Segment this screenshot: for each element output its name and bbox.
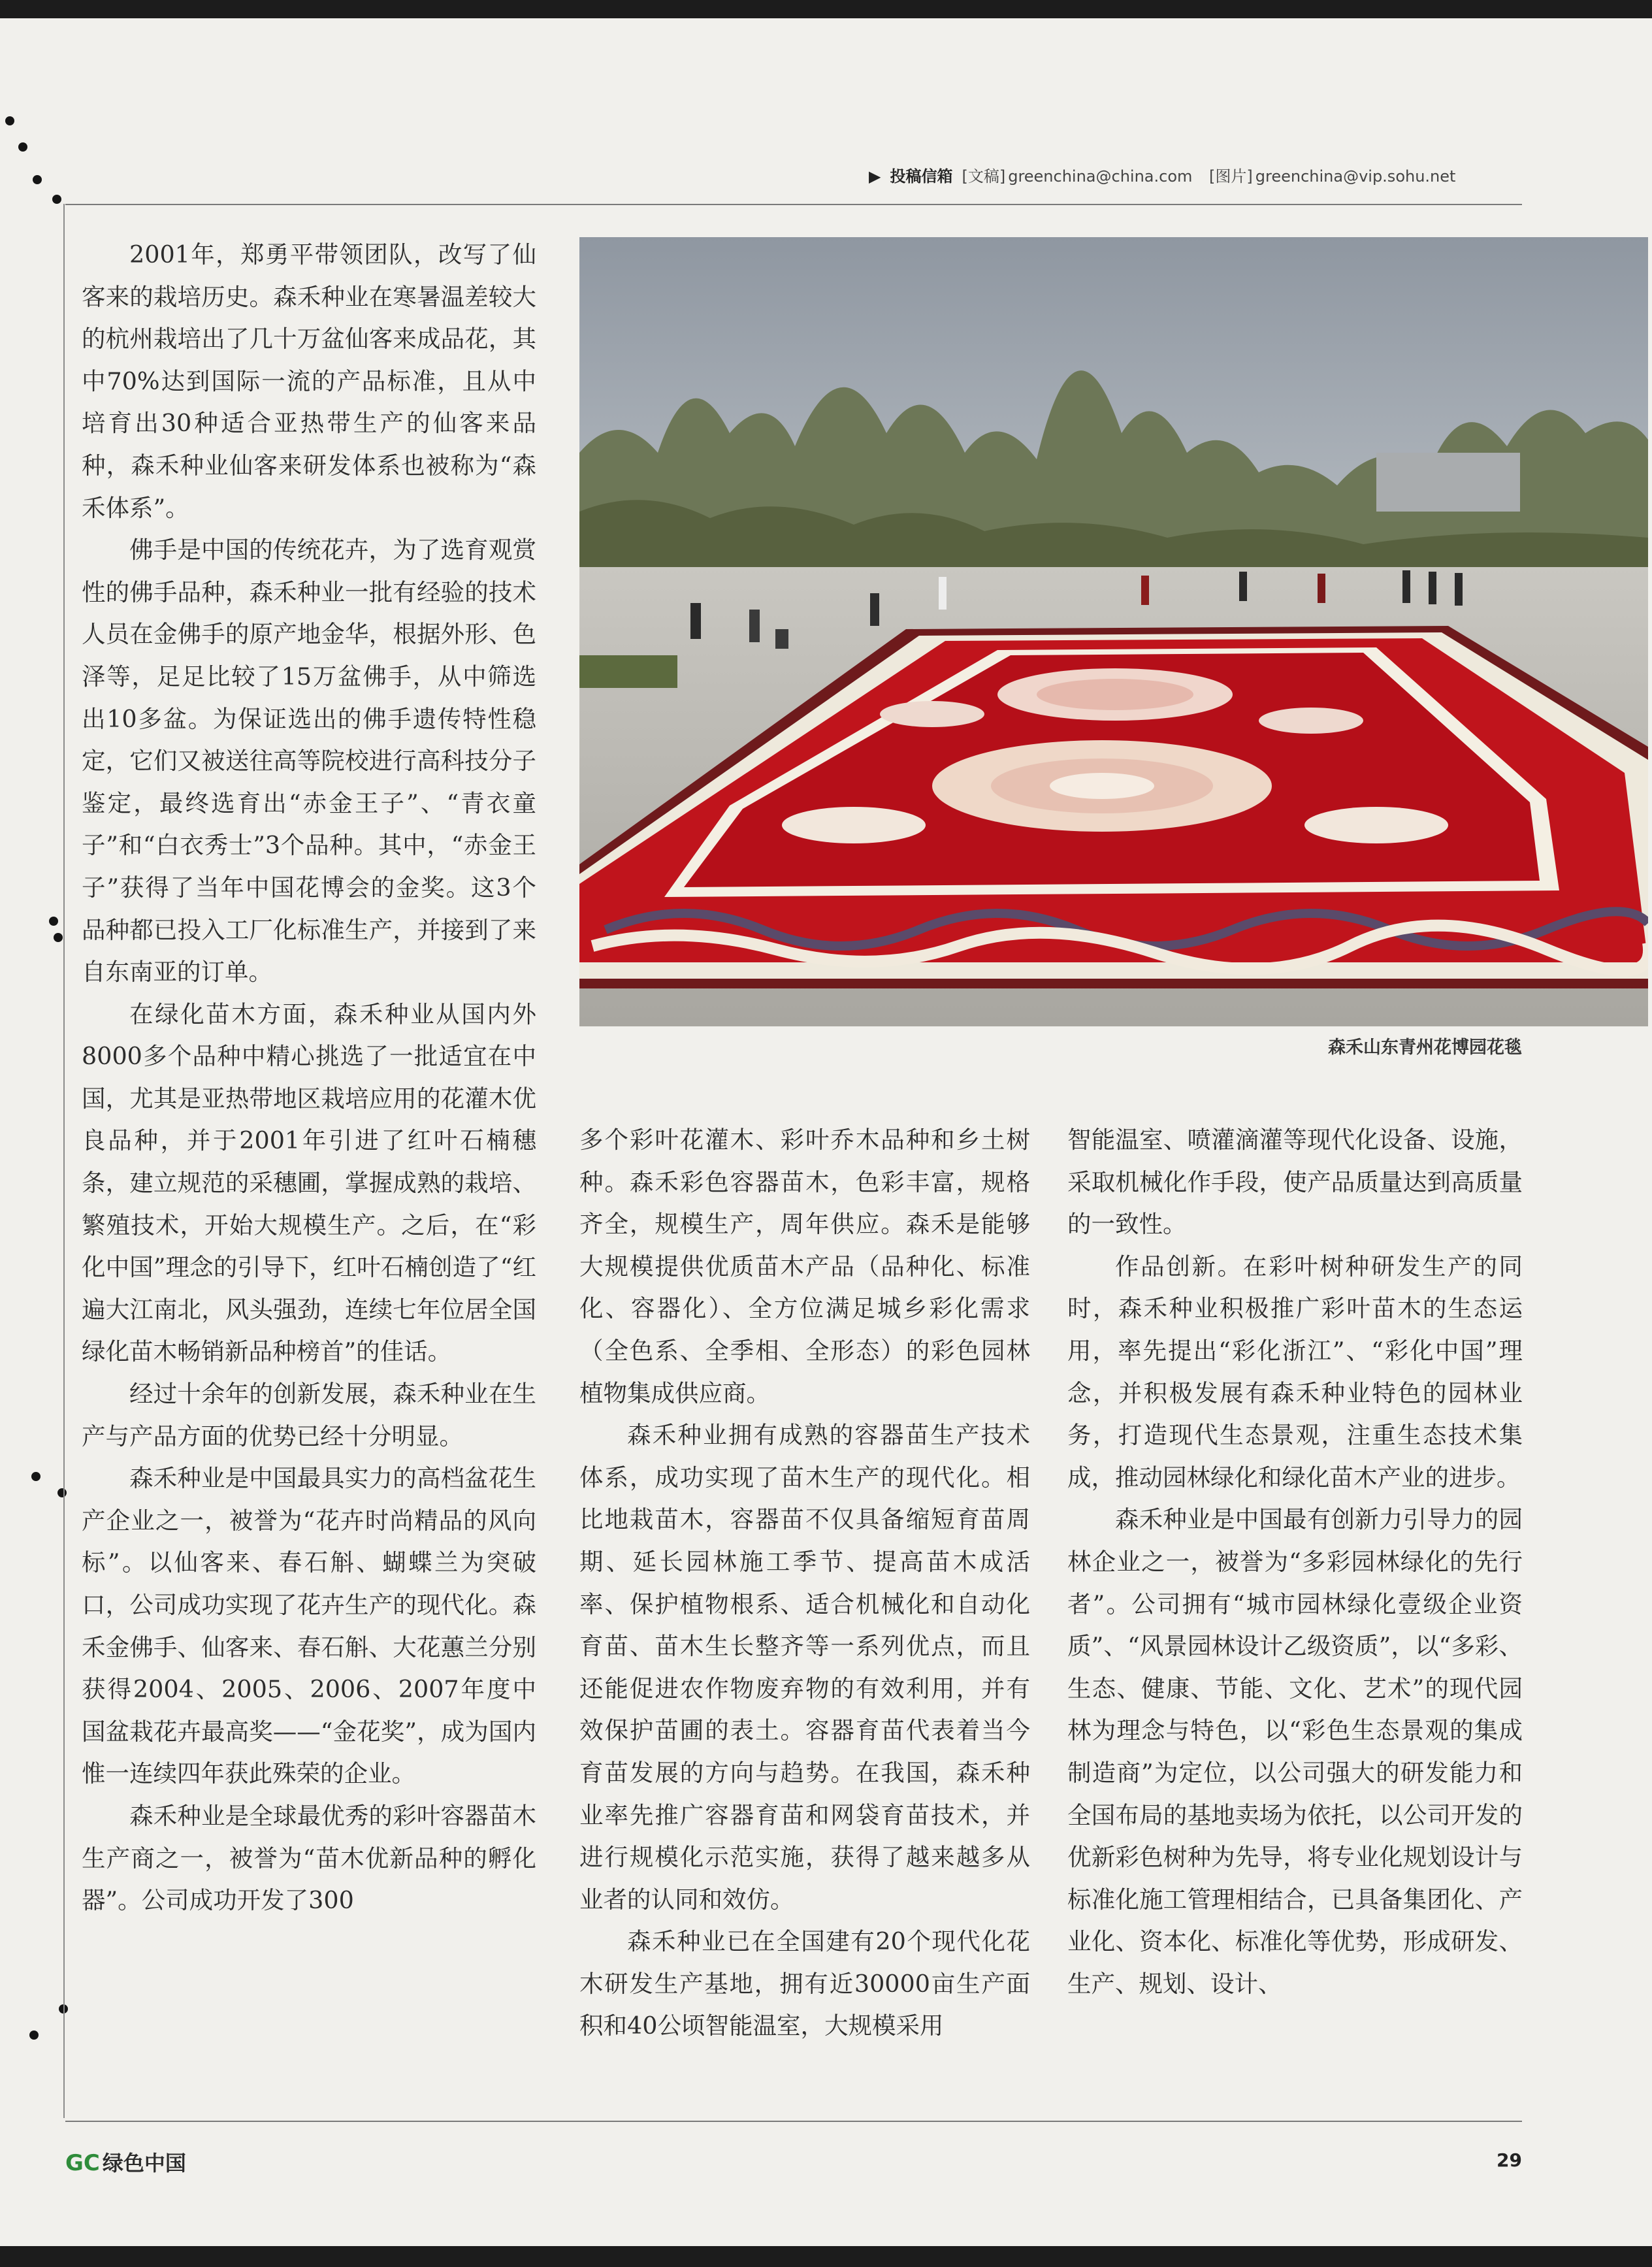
header-rule: [65, 204, 1522, 205]
paragraph: 森禾种业已在全国建有20个现代化花木研发生产基地，拥有近30000亩生产面积和40公顷智能温室，大规模采用: [579, 1927, 1030, 2040]
left-margin-rule: [63, 204, 65, 2118]
logo-text: 绿色中国: [102, 2151, 186, 2176]
image-email: greenchina@vip.sohu.net: [1255, 167, 1456, 186]
gc-logo-mark: GC: [65, 2150, 100, 2176]
text-tag: [文稿]: [962, 167, 1006, 186]
binding-hole: [57, 1488, 67, 1497]
paragraph: 森禾种业是中国最有创新力引导力的园林企业之一，被誉为“多彩园林绿化的先行者”。公司拥有“城市园林绿化壹级企业资质”、“风景园林设计乙级资质”，以“多彩、生态、健康、节能、文化、艺术”的现代园林为理念与特色，以“彩色生态景观的集成制造商”为定位，以公司强大的研发能力和全国布局的基地卖场为依托，以公司开发的优新彩色树种为先导，将专业化规划设计与标准化施工管理相结合，已具备集团化、产业化、资本化、标准化等优势，形成研发、生产、规划、设计、: [1067, 1505, 1523, 1998]
page-number: 29: [1497, 2149, 1522, 2171]
binding-hole: [5, 116, 14, 125]
paragraph: 作品创新。在彩叶树种研发生产的同时，森禾种业积极推广彩叶苗木的生态运用，率先提出“彩化浙江”、“彩化中国”理念，并积极发展有森禾种业特色的园林业务，打造现代生态景观，注重生态技术集成，推动园林绿化和绿化苗木产业的进步。: [1067, 1252, 1523, 1492]
image-tag: [图片]: [1209, 167, 1253, 186]
magazine-page: [0, 18, 1652, 2246]
binding-hole: [49, 917, 58, 926]
binding-hole: [33, 175, 42, 184]
magazine-logo: [65, 2147, 186, 2176]
photo-caption: 森禾山东青州花博园花毯: [1328, 1037, 1522, 1058]
paragraph: 2001年，郑勇平带领团队，改写了仙客来的栽培历史。森禾种业在寒暑温差较大的杭州栽培出了几十万盆仙客来成品花，其中70%达到国际一流的产品标准，且从中培育出30种适合亚热带生产的仙客来品种，森禾种业仙客来研发体系也被称为“森禾体系”。: [82, 240, 536, 522]
submission-header: [869, 163, 1522, 189]
paragraph: 多个彩叶花灌木、彩叶乔木品种和乡土树种。森禾彩色容器苗木，色彩丰富，规格齐全，规模生产，周年供应。森禾是能够大规模提供优质苗木产品（品种化、标准化、容器化）、全方位满足城乡彩化需求（全色系、全季相、全形态）的彩色园林植物集成供应商。: [579, 1126, 1030, 1407]
paragraph: 在绿化苗木方面，森禾种业从国内外8000多个品种中精心挑选了一批适宜在中国，尤其是亚热带地区栽培应用的花灌木优良品种，并于2001年引进了红叶石楠穗条，建立规范的采穗圃，掌握成熟的栽培、繁殖技术，开始大规模生产。之后，在“彩化中国”理念的引导下，红叶石楠创造了“红遍大江南北，风头强劲，连续七年位居全国绿化苗木畅销新品种榜首”的佳话。: [82, 1000, 536, 1366]
header-label: 投稿信箱: [890, 167, 953, 186]
triangle-icon: ▶: [869, 167, 881, 186]
paragraph: 森禾种业是全球最优秀的彩叶容器苗木生产商之一，被誉为“苗木优新品种的孵化器”。公司成功开发了300: [82, 1801, 536, 1915]
paragraph: 森禾种业是中国最具实力的高档盆花生产企业之一，被誉为“花卉时尚精品的风向标”。以仙客来、春石斛、蝴蝶兰为突破口，公司成功实现了花卉生产的现代化。森禾金佛手、仙客来、春石斛、大花蕙兰分别获得2004、2005、2006、2007年度中国盆栽花卉最高奖——“金花奖”，成为国内惟一连续四年获此殊荣的企业。: [82, 1464, 536, 1788]
text-email: greenchina@china.com: [1008, 167, 1193, 186]
paragraph: 森禾种业拥有成熟的容器苗生产技术体系，成功实现了苗木生产的现代化。相比地栽苗木，容器苗不仅具备缩短育苗周期、延长园林施工季节、提高苗木成活率、保护植物根系、适合机械化和自动化育苗、苗木生长整齐等一系列优点，而且还能促进农作物废弃物的有效利用，并有效保护苗圃的表土。容器育苗代表着当今育苗发展的方向与趋势。在我国，森禾种业率先推广容器育苗和网袋育苗技术，并进行规模化示范实施，获得了越来越多从业者的认同和效仿。: [579, 1421, 1030, 1914]
text-column-1: [82, 234, 536, 1922]
paragraph: 经过十余年的创新发展，森禾种业在生产与产品方面的优势已经十分明显。: [82, 1380, 536, 1450]
flower-carpet-photo: [579, 237, 1648, 1026]
binding-hole: [31, 1472, 40, 1481]
footer-rule: [65, 2121, 1522, 2122]
text-column-2: [579, 1119, 1030, 2047]
text-column-3: [1067, 1119, 1523, 2005]
binding-hole: [52, 195, 61, 204]
paragraph: 佛手是中国的传统花卉，为了选育观赏性的佛手品种，森禾种业一批有经验的技术人员在金佛手的原产地金华，根据外形、色泽等，足足比较了15万盆佛手，从中筛选出10多盆。为保证选出的佛手遗传特性稳定，它们又被送往高等院校进行高科技分子鉴定，最终选育出“赤金王子”、“青衣童子”和“白衣秀士”3个品种。其中，“赤金王子”获得了当年中国花博会的金奖。这3个品种都已投入工厂化标准生产，并接到了来自东南亚的订单。: [82, 536, 536, 987]
binding-hole: [54, 933, 63, 942]
binding-hole: [29, 2031, 39, 2040]
binding-hole: [18, 142, 27, 152]
paragraph: 智能温室、喷灌滴灌等现代化设备、设施，采取机械化作手段，使产品质量达到高质量的一致性。: [1067, 1126, 1523, 1239]
